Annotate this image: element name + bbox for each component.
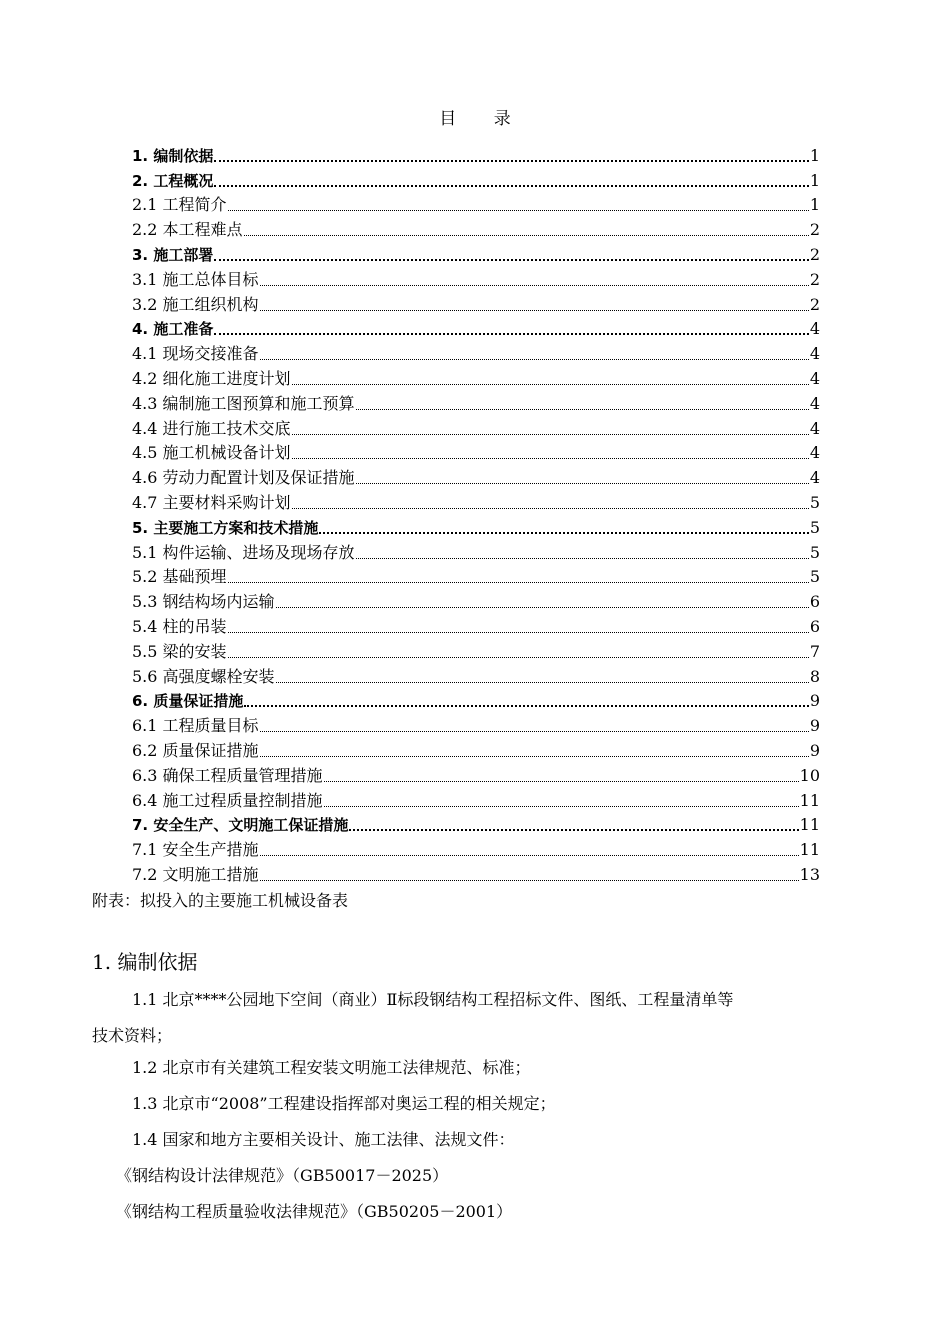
toc-entry[interactable] bbox=[132, 266, 820, 291]
toc-dot-leader bbox=[228, 641, 809, 663]
toc-dot-leader bbox=[228, 616, 809, 638]
toc-dot-leader bbox=[260, 740, 809, 762]
toc-entry-page: 4 bbox=[809, 418, 820, 438]
toc-entry-label: 4.4 进行施工技术交底 bbox=[132, 418, 291, 438]
toc-dot-leader bbox=[276, 666, 809, 688]
toc-entry-label: 6.2 质量保证措施 bbox=[132, 740, 259, 760]
toc-entry[interactable] bbox=[132, 588, 820, 613]
toc-dot-leader bbox=[292, 492, 809, 514]
toc-dot-leader bbox=[356, 542, 809, 564]
toc-dot-leader bbox=[260, 269, 809, 291]
toc-entry-label: 3. 施工部署 bbox=[132, 245, 214, 264]
toc-title: 目 录 bbox=[439, 109, 527, 129]
toc-dot-leader bbox=[228, 194, 809, 216]
toc-entry[interactable] bbox=[132, 861, 820, 886]
toc-dot-leader bbox=[292, 418, 809, 440]
toc-entry-page: 10 bbox=[799, 765, 820, 785]
toc-entry[interactable] bbox=[132, 514, 820, 539]
toc-appendix: 附表：拟投入的主要施工机械设备表 bbox=[92, 891, 349, 910]
toc-entry-page: 8 bbox=[809, 666, 820, 686]
toc-dot-leader bbox=[260, 294, 809, 316]
toc-entry[interactable] bbox=[132, 762, 820, 787]
toc-entry-label: 6.3 确保工程质量管理措施 bbox=[132, 765, 323, 785]
toc-entry[interactable] bbox=[132, 489, 820, 514]
toc-entry-page: 11 bbox=[799, 815, 820, 835]
toc-entry-label: 6.4 施工过程质量控制措施 bbox=[132, 790, 323, 810]
toc-entry-page: 2 bbox=[809, 269, 820, 289]
toc-entry-page: 4 bbox=[809, 368, 820, 388]
toc-entry[interactable] bbox=[132, 340, 820, 365]
toc-entry-label: 5.2 基础预埋 bbox=[132, 567, 227, 587]
toc-entry[interactable] bbox=[132, 613, 820, 638]
toc-entry[interactable] bbox=[132, 415, 820, 440]
toc-entry-page: 2 bbox=[809, 294, 820, 314]
toc-dot-leader bbox=[260, 715, 809, 737]
toc-entry-page: 4 bbox=[809, 319, 820, 339]
toc-entry-label: 4.2 细化施工进度计划 bbox=[132, 368, 291, 388]
toc-entry[interactable] bbox=[132, 836, 820, 861]
toc-dot-leader bbox=[324, 765, 799, 787]
toc-entry-page: 5 bbox=[809, 492, 820, 512]
toc-entry-label: 7.1 安全生产措施 bbox=[132, 840, 259, 860]
toc-entry-label: 4. 施工准备 bbox=[132, 320, 214, 339]
toc-entry[interactable] bbox=[132, 464, 820, 489]
toc-entry-label: 1. 编制依据 bbox=[132, 146, 214, 165]
toc-entry[interactable] bbox=[132, 539, 820, 564]
toc-entry[interactable] bbox=[132, 241, 820, 266]
toc-entry-label: 5. 主要施工方案和技术措施 bbox=[132, 518, 319, 537]
toc-dot-leader bbox=[244, 219, 809, 241]
section-heading: 1. 编制依据 bbox=[92, 950, 198, 974]
toc-entry-label: 5.5 梁的安装 bbox=[132, 641, 227, 661]
toc-entry[interactable] bbox=[132, 712, 820, 737]
paragraph-1-1-line2: 技术资料； bbox=[92, 1026, 173, 1045]
toc-entry-page: 9 bbox=[809, 691, 820, 711]
toc-entry[interactable] bbox=[132, 737, 820, 762]
toc-entry[interactable] bbox=[132, 291, 820, 316]
toc-dot-leader bbox=[349, 814, 798, 836]
toc-dot-leader bbox=[292, 368, 809, 390]
standard-line-2: 《钢结构工程质量验收法律规范》（GB50205－2001） bbox=[116, 1202, 513, 1221]
toc-entry-label: 3.2 施工组织机构 bbox=[132, 294, 259, 314]
toc-entry-label: 4.1 现场交接准备 bbox=[132, 344, 259, 364]
toc-entry-page: 13 bbox=[799, 864, 820, 884]
toc-entry-label: 3.1 施工总体目标 bbox=[132, 269, 259, 289]
toc-entry[interactable] bbox=[132, 440, 820, 465]
toc-entry[interactable] bbox=[132, 142, 820, 167]
toc-entry-label: 7.2 文明施工措施 bbox=[132, 864, 259, 884]
toc-entry-page: 6 bbox=[809, 616, 820, 636]
toc-dot-leader bbox=[356, 467, 809, 489]
toc-entry-page: 4 bbox=[809, 443, 820, 463]
toc-dot-leader bbox=[244, 690, 808, 712]
toc-dot-leader bbox=[276, 591, 809, 613]
toc-entry-label: 6. 质量保证措施 bbox=[132, 692, 244, 711]
toc-entry-label: 2.2 本工程难点 bbox=[132, 220, 243, 240]
toc-entry[interactable] bbox=[132, 564, 820, 589]
toc-entry-page: 1 bbox=[809, 145, 820, 165]
toc-entry-page: 2 bbox=[809, 220, 820, 240]
table-of-contents bbox=[132, 142, 820, 886]
toc-entry-label: 5.6 高强度螺栓安装 bbox=[132, 666, 275, 686]
toc-entry[interactable] bbox=[132, 787, 820, 812]
toc-entry[interactable] bbox=[132, 167, 820, 192]
toc-entry-page: 11 bbox=[799, 840, 820, 860]
toc-entry-label: 4.3 编制施工图预算和施工预算 bbox=[132, 393, 355, 413]
paragraph-1-1 bbox=[92, 982, 867, 1054]
toc-dot-leader bbox=[214, 170, 808, 192]
toc-dot-leader bbox=[324, 790, 799, 812]
toc-dot-leader bbox=[292, 442, 809, 464]
toc-dot-leader bbox=[214, 318, 808, 340]
toc-entry-label: 7. 安全生产、文明施工保证措施 bbox=[132, 816, 349, 835]
toc-entry-page: 7 bbox=[809, 641, 820, 661]
toc-entry-page: 1 bbox=[809, 195, 820, 215]
toc-entry-page: 11 bbox=[799, 790, 820, 810]
toc-entry-page: 6 bbox=[809, 592, 820, 612]
toc-entry[interactable] bbox=[132, 688, 820, 713]
toc-entry-label: 5.1 构件运输、进场及现场存放 bbox=[132, 542, 355, 562]
toc-entry-page: 1 bbox=[809, 170, 820, 190]
toc-entry-label: 5.4 柱的吊装 bbox=[132, 616, 227, 636]
toc-entry[interactable] bbox=[132, 216, 820, 241]
toc-dot-leader bbox=[356, 393, 809, 415]
standard-line-1: 《钢结构设计法律规范》（GB50017－2025） bbox=[116, 1166, 449, 1185]
toc-entry-label: 2. 工程概况 bbox=[132, 171, 214, 190]
paragraph-1-3: 1.3 北京市“2008”工程建设指挥部对奥运工程的相关规定； bbox=[132, 1094, 556, 1113]
toc-entry-label: 4.7 主要材料采购计划 bbox=[132, 492, 291, 512]
toc-dot-leader bbox=[214, 145, 808, 167]
toc-entry-page: 9 bbox=[809, 740, 820, 760]
toc-dot-leader bbox=[228, 566, 809, 588]
toc-entry-label: 2.1 工程简介 bbox=[132, 195, 227, 215]
paragraph-1-2: 1.2 北京市有关建筑工程安装文明施工法律规范、标准； bbox=[132, 1058, 531, 1077]
toc-entry[interactable] bbox=[132, 638, 820, 663]
toc-entry[interactable] bbox=[132, 365, 820, 390]
toc-entry-page: 5 bbox=[809, 517, 820, 537]
toc-dot-leader bbox=[260, 343, 809, 365]
toc-entry-page: 5 bbox=[809, 567, 820, 587]
toc-entry[interactable] bbox=[132, 812, 820, 837]
toc-entry-page: 5 bbox=[809, 542, 820, 562]
toc-entry-page: 9 bbox=[809, 716, 820, 736]
toc-entry-label: 6.1 工程质量目标 bbox=[132, 716, 259, 736]
paragraph-1-4: 1.4 国家和地方主要相关设计、施工法律、法规文件： bbox=[132, 1130, 515, 1149]
toc-entry-page: 4 bbox=[809, 344, 820, 364]
paragraph-1-1-line1: 1.1 北京****公园地下空间（商业）Ⅱ标段钢结构工程招标文件、图纸、工程量清单等 bbox=[132, 990, 734, 1009]
toc-entry-page: 2 bbox=[809, 244, 820, 264]
toc-entry-label: 4.5 施工机械设备计划 bbox=[132, 443, 291, 463]
toc-entry[interactable] bbox=[132, 192, 820, 217]
toc-entry-label: 4.6 劳动力配置计划及保证措施 bbox=[132, 468, 355, 488]
toc-entry[interactable] bbox=[132, 316, 820, 341]
toc-entry-page: 4 bbox=[809, 468, 820, 488]
toc-dot-leader bbox=[214, 244, 808, 266]
toc-dot-leader bbox=[319, 517, 808, 539]
toc-dot-leader bbox=[260, 864, 799, 886]
toc-dot-leader bbox=[260, 839, 799, 861]
toc-entry-label: 5.3 钢结构场内运输 bbox=[132, 592, 275, 612]
toc-entry[interactable] bbox=[132, 663, 820, 688]
toc-entry-page: 4 bbox=[809, 393, 820, 413]
toc-entry[interactable] bbox=[132, 390, 820, 415]
